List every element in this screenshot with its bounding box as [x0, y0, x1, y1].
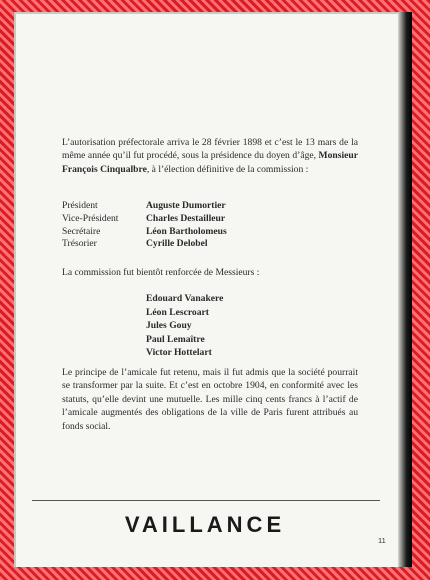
footer-divider	[32, 500, 380, 501]
officer-row	[62, 226, 227, 239]
officer-role: Vice-Président	[62, 212, 119, 224]
paragraph-intro-tail: , à l’élection définitive de la commission :	[146, 163, 309, 175]
document-page	[14, 12, 412, 567]
member-name: Jules Gouy	[146, 320, 192, 332]
paragraph-intro	[62, 136, 358, 176]
officer-role: Président	[62, 200, 98, 211]
paragraph-mutuelle: Le principe de l’amicale fut retenu, mais il fut admis que la société pourrait se transformer par la suite. Et c’est en octobre 1904, en conformité avec les statuts, qu’elle devint une mutuelle. Les mille cinq cents francs à l’actif de l’amicale augmentés des obligations de la ville de Paris furent attribués au fonds social.	[62, 367, 358, 432]
member-name: Edouard Vanakere	[146, 293, 224, 304]
officer-row	[62, 200, 227, 213]
paragraph-intro-text: L’autorisation préfectorale arriva le 28 février 1898 et c’est le 13 mars de la même année qu’il fut procédé, sous la présidence du doyen d’âge,	[62, 137, 358, 162]
binding-edge	[398, 12, 412, 567]
page-number: 11	[378, 536, 386, 545]
doyen-name: Monsieur François Cinqualbre	[62, 150, 358, 175]
member-name: Paul Lemaître	[146, 333, 205, 345]
member-name: Léon Lescroart	[146, 306, 209, 318]
officer-row	[62, 213, 227, 226]
officer-name: Auguste Dumortier	[146, 200, 226, 211]
officer-row	[62, 238, 227, 251]
officer-name: Charles Destailleur	[146, 212, 226, 224]
officer-role: Secrétaire	[62, 225, 101, 237]
officer-role: Trésorier	[62, 238, 97, 250]
brand-title: VAILLANCE	[124, 512, 286, 537]
officer-name: Cyrille Delobel	[146, 238, 208, 250]
paragraph-commission: La commission fut bientôt renforcée de Messieurs :	[62, 267, 260, 278]
officer-name: Léon Bartholomeus	[146, 225, 227, 237]
members-list	[146, 292, 223, 360]
officers-list	[62, 200, 227, 251]
member-name: Victor Hottelart	[146, 347, 212, 359]
